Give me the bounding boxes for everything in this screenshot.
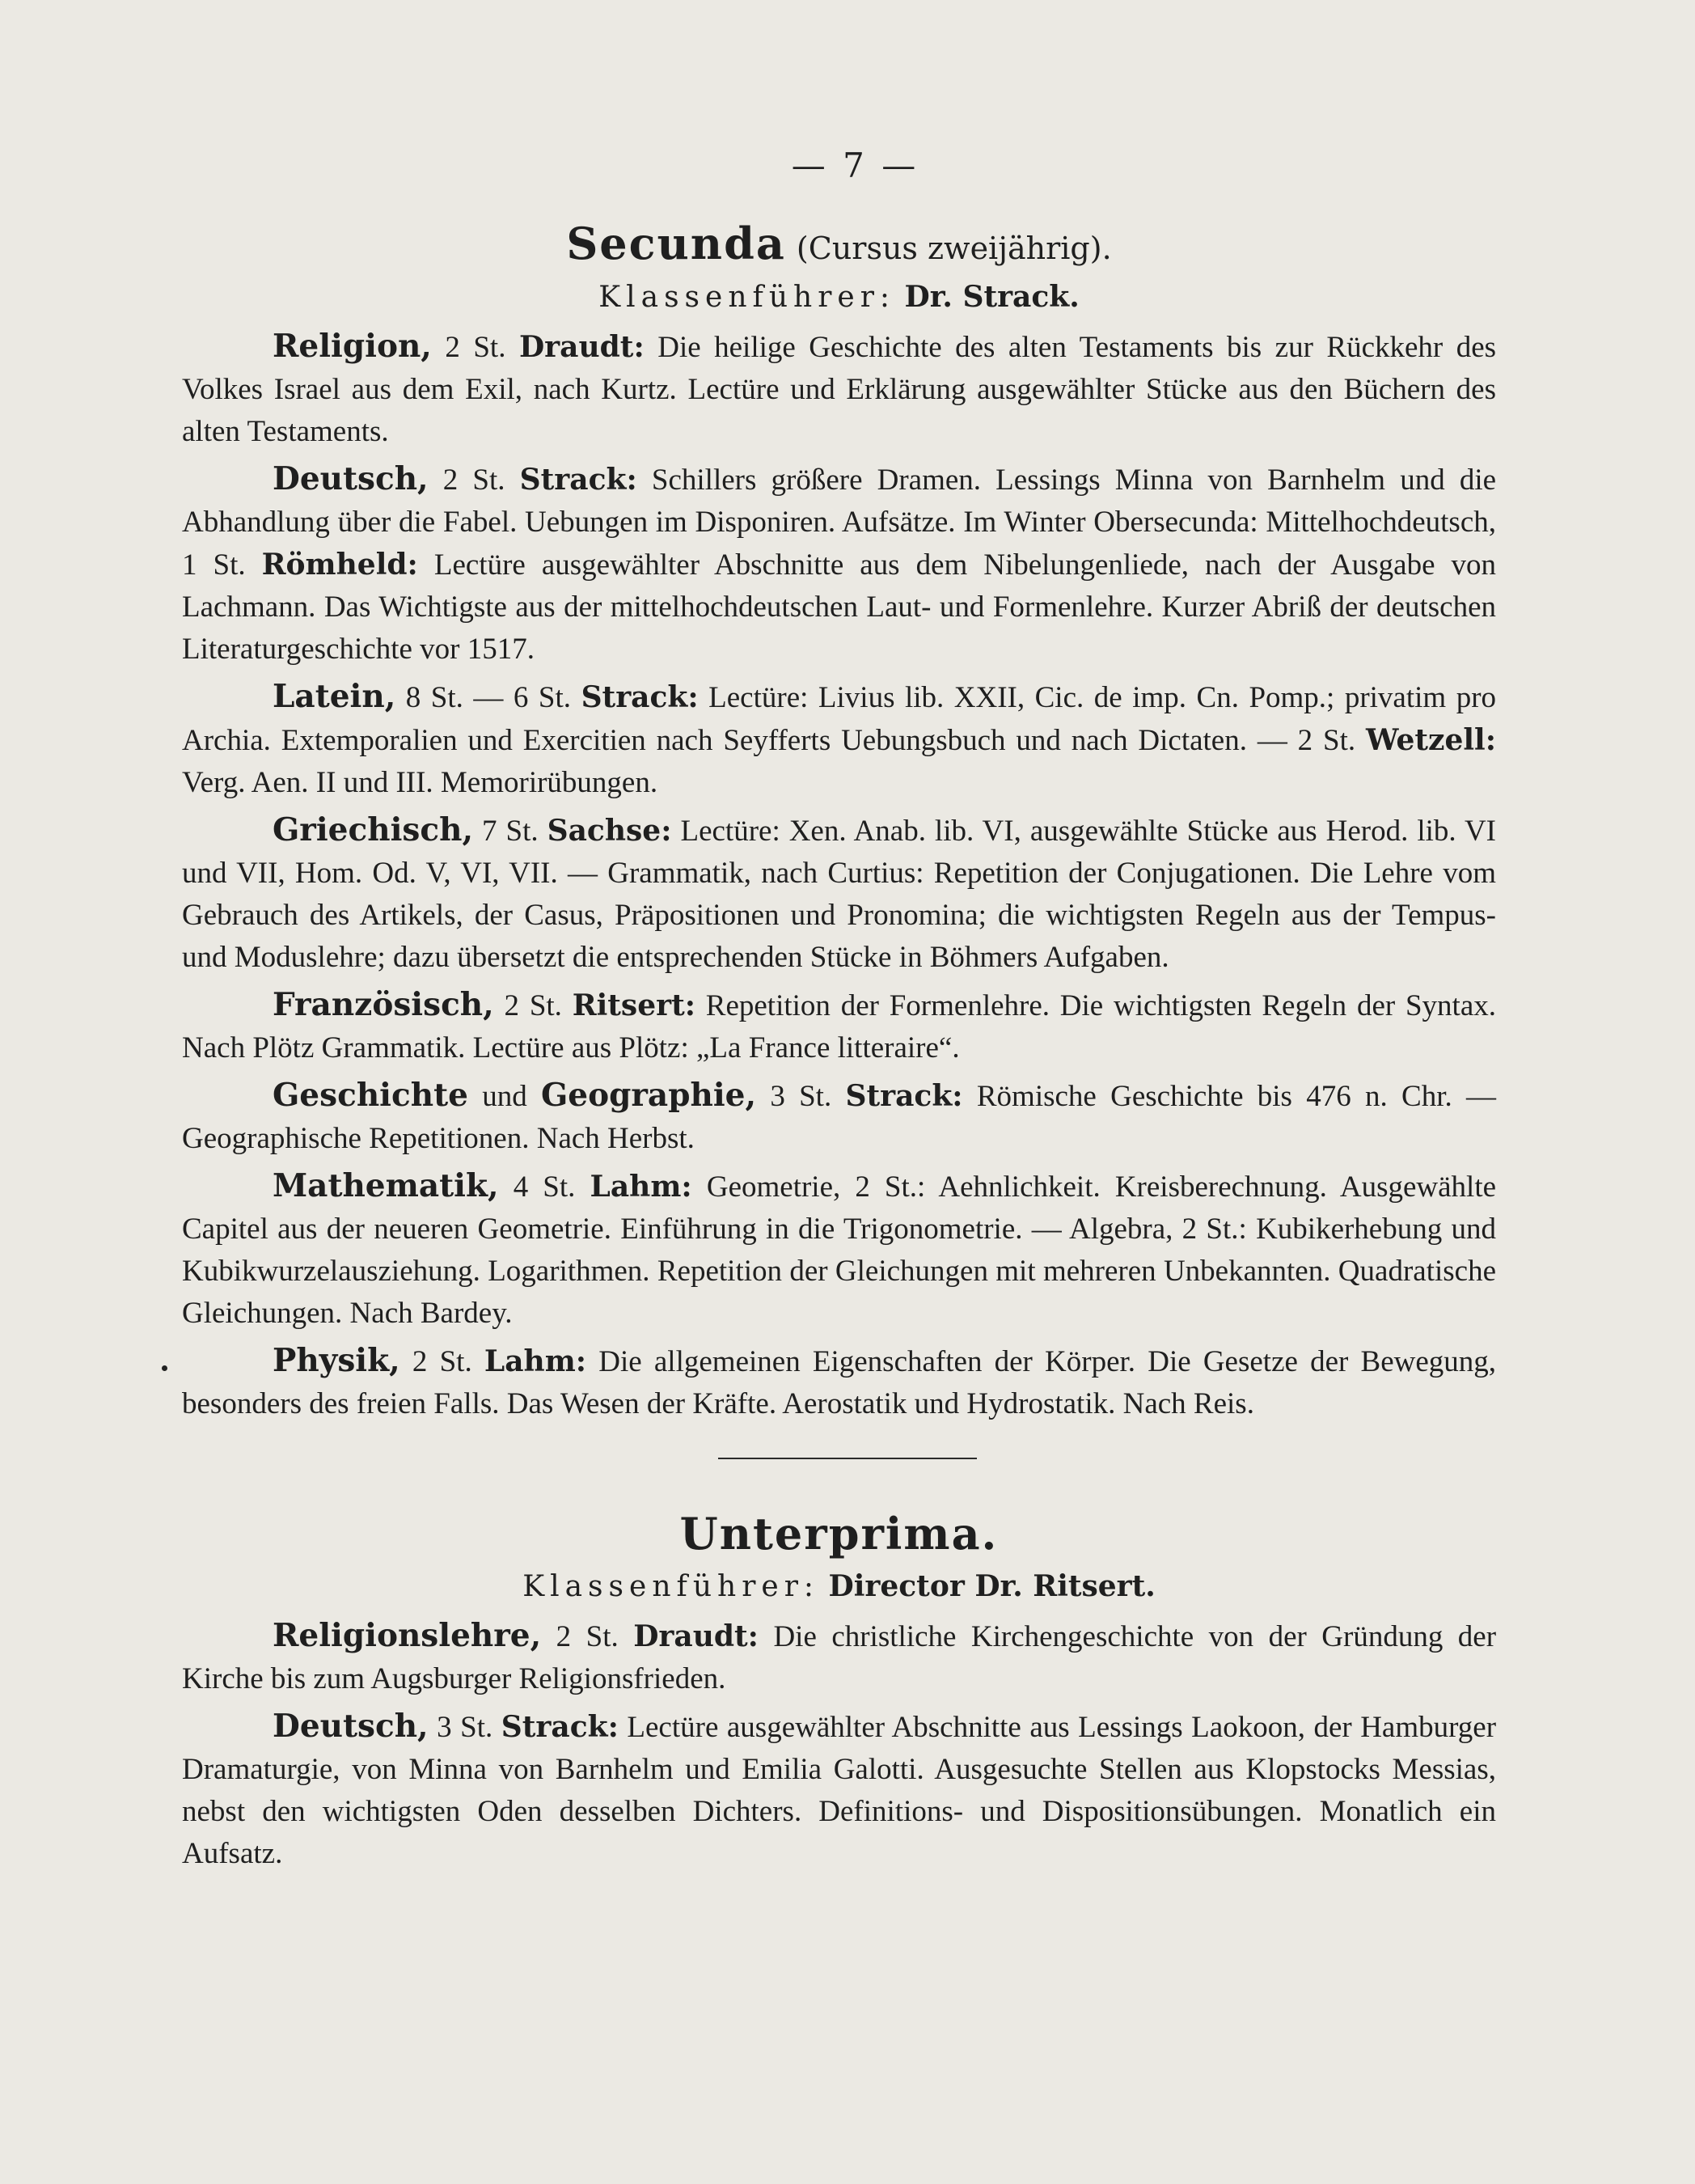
subject-hours: 4 St. bbox=[513, 1170, 576, 1204]
teacher-name: Draudt: bbox=[633, 1619, 759, 1654]
subject-hours: 2 St. bbox=[442, 463, 505, 497]
subject-description-second: Verg. Aen. II und III. Memorirübungen. bbox=[182, 765, 658, 799]
class-teacher-label: Klassenführer: bbox=[598, 280, 896, 314]
section-divider bbox=[718, 1458, 977, 1459]
section-title-secunda bbox=[182, 218, 1496, 270]
subject-description: Die heilige Geschichte des alten Testaments bis zur Rückkehr des Volkes Israel aus dem Exil, nach Kurtz. Lectüre und Erklärung ausgewählter Stücke aus den Büchern des alten Testaments. bbox=[182, 330, 1497, 448]
subject-name: Französisch, bbox=[273, 985, 494, 1023]
subject-entry-religionslehre bbox=[182, 1615, 1496, 1700]
subject-hours: 2 St. bbox=[412, 1344, 472, 1378]
class-teacher-name: Director Dr. Ritsert. bbox=[828, 1569, 1156, 1604]
subject-name: Religionslehre, bbox=[273, 1617, 542, 1655]
subject-entry-mathematik bbox=[182, 1165, 1496, 1335]
subject-name: Mathematik, bbox=[273, 1166, 499, 1204]
subject-description: Repetition der Formenlehre. Die wichtigsten Regeln der Syntax. Nach Plötz Grammatik. Lectüre aus Plötz: „La France litteraire“. bbox=[182, 988, 1496, 1064]
subject-hours: 8 St. — 6 St. bbox=[405, 680, 572, 714]
class-teacher-line bbox=[182, 278, 1496, 317]
subject-description: Lectüre ausgewählter Abschnitte aus Lessings Laokoon, der Hamburger Dramaturgie, von Minna von Barnhelm und Emilia Galotti. Ausgesuchte Stellen aus Klopstocks Messias, nebst den wichtigsten Oden desselben Dichters. Definitions- und Dispositionsübungen. Monatlich ein Aufsatz. bbox=[182, 1711, 1497, 1871]
subject-entry-religion bbox=[182, 325, 1496, 453]
subject-description: Die christliche Kirchengeschichte von der Gründung der Kirche bis zum Augsburger Religionsfrieden. bbox=[182, 1620, 1497, 1696]
subject-name: Religion, bbox=[273, 327, 432, 365]
subject-hours: 2 St. bbox=[504, 988, 562, 1022]
teacher-name-second: Wetzell: bbox=[1366, 722, 1497, 757]
subject-entry-latein bbox=[182, 675, 1496, 804]
subject-name: Latein, bbox=[273, 677, 396, 715]
section-heading: Secunda bbox=[566, 218, 786, 269]
subject-connector: und bbox=[482, 1079, 527, 1113]
subject-entry-franzoesisch bbox=[182, 984, 1496, 1069]
page-number: — 7 — bbox=[791, 146, 919, 185]
teacher-name: Strack: bbox=[501, 1710, 619, 1745]
subject-name: Physik, bbox=[273, 1341, 400, 1379]
subject-description: Lectüre: Livius lib. XXII, Cic. de imp. Cn. Pomp.; privatim pro Archia. Extemporalien und Exercitien nach Seyfferts Uebungsbuch und nach Dictaten. — 2 St. bbox=[182, 680, 1497, 757]
teacher-name-second: Römheld: bbox=[261, 547, 418, 582]
subject-hours: 7 St. bbox=[482, 814, 539, 848]
subject-hours: 3 St. bbox=[437, 1711, 493, 1745]
subject-description: Geometrie, 2 St.: Aehnlichkeit. Kreisberechnung. Ausgewählte Capitel aus der neueren Geometrie. Einführung in die Trigonometrie. — Algebra, 2 St.: Kubikerhebung und Kubikwurzelausziehung. Logarithmen. Repetition der Gleichungen mit mehreren Unbekannten. Quadratische Gleichungen. Nach Bardey. bbox=[182, 1170, 1497, 1330]
subject-entry-geschichte bbox=[182, 1074, 1496, 1160]
teacher-name: Sachse: bbox=[547, 813, 672, 848]
subject-entry-deutsch-unterprima bbox=[182, 1705, 1496, 1875]
subject-name: Geschichte bbox=[273, 1076, 468, 1114]
section-heading: Unterprima. bbox=[679, 1507, 999, 1560]
subject-description-second: Lectüre ausgewählter Abschnitte aus dem Nibelungenliede, nach der Ausgabe von Lachmann. Das Wichtigste aus der mittelhochdeutschen Laut- und Formenlehre. Kurzer Abriß der deutschen Literaturgeschichte vor 1517. bbox=[182, 548, 1497, 666]
teacher-name: Draudt: bbox=[518, 329, 645, 364]
class-teacher-line bbox=[182, 1568, 1496, 1606]
subject-description: Die allgemeinen Eigenschaften der Körper. Die Gesetze der Bewegung, besonders des freien Falls. Das Wesen der Kräfte. Aerostatik und Hydrostatik. Nach Reis. bbox=[182, 1344, 1497, 1420]
ink-dot bbox=[162, 1365, 167, 1371]
class-teacher-name: Dr. Strack. bbox=[904, 279, 1080, 314]
teacher-name: Lahm: bbox=[590, 1169, 692, 1204]
section-note: (Cursus zweijährig). bbox=[796, 231, 1112, 266]
class-teacher-label: Klassenführer: bbox=[522, 1570, 820, 1604]
subject-description: Schillers größere Dramen. Lessings Minna von Barnhelm und die Abhandlung über die Fabel. Uebungen im Disponiren. Aufsätze. Im Winter Obersecunda: Mittelhochdeutsch, 1 St. bbox=[182, 463, 1497, 582]
teacher-name: Strack: bbox=[845, 1078, 963, 1113]
teacher-name: Lahm: bbox=[484, 1344, 587, 1378]
teacher-name: Ritsert: bbox=[572, 988, 695, 1022]
subject-name: Deutsch, bbox=[273, 1708, 429, 1746]
teacher-name: Strack: bbox=[581, 679, 699, 714]
subject-hours: 2 St. bbox=[445, 330, 506, 364]
teacher-name: Strack: bbox=[519, 462, 637, 497]
section-title-unterprima bbox=[182, 1508, 1496, 1560]
page-content bbox=[182, 146, 1496, 1880]
subject-entry-physik bbox=[182, 1340, 1496, 1425]
subject-description: Lectüre: Xen. Anab. lib. VI, ausgewählte Stücke aus Herod. lib. VI und VII, Hom. Od. V, VI, VII. — Grammatik, nach Curtius: Repetition der Conjugationen. Die Lehre vom Gebrauch des Artikels, der Casus, Präpositionen und Pronomina; die wichtigsten Regeln aus der Tempus- und Moduslehre; dazu übersetzt die entsprechenden Stücke in Böhmers Aufgaben. bbox=[182, 814, 1497, 974]
subject-entry-deutsch bbox=[182, 458, 1496, 671]
subject-name-second: Geographie, bbox=[540, 1076, 757, 1114]
subject-hours: 3 St. bbox=[770, 1079, 832, 1113]
subject-hours: 2 St. bbox=[556, 1620, 619, 1654]
subject-entry-griechisch bbox=[182, 809, 1496, 979]
subject-name: Deutsch, bbox=[273, 459, 429, 497]
subject-name: Griechisch, bbox=[273, 811, 474, 849]
subject-description: Römische Geschichte bis 476 n. Chr. — Geographische Repetitionen. Nach Herbst. bbox=[182, 1079, 1497, 1155]
